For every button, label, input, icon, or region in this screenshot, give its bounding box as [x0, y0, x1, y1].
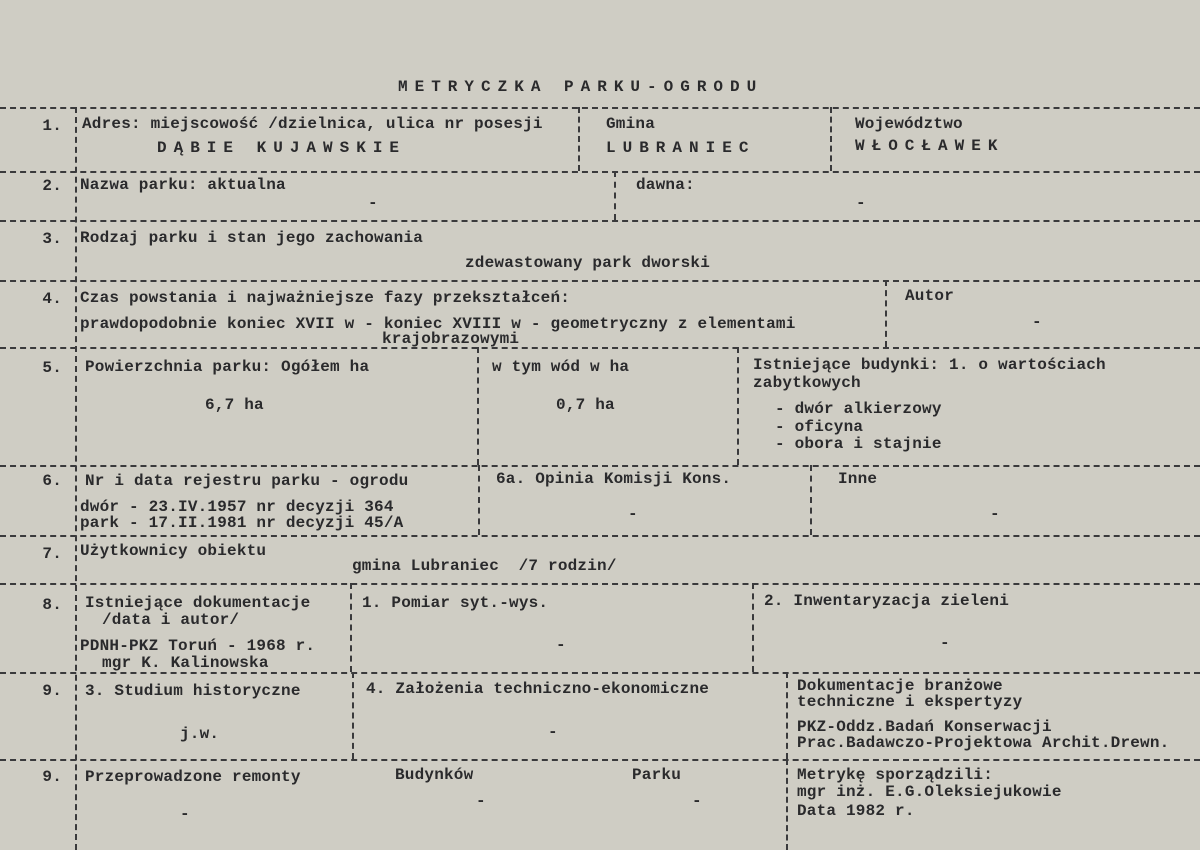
- buildings-renovations-label: Budynków: [395, 766, 474, 784]
- documentation-value-cont: mgr K. Kalinowska: [102, 654, 269, 672]
- tech-econ-label: 4. Założenia techniczno-ekonomiczne: [366, 680, 710, 698]
- renovations-label: Przeprowadzone remonty: [85, 768, 301, 786]
- row-divider: [0, 535, 1200, 537]
- buildings-renovations-value: -: [476, 792, 486, 810]
- park-name-value: -: [368, 194, 378, 212]
- other-label: Inne: [838, 470, 878, 488]
- author-value: -: [1032, 313, 1042, 331]
- row-number: 3.: [42, 230, 62, 248]
- buildings-label-cont: zabytkowych: [753, 374, 861, 392]
- former-name-label: dawna:: [636, 176, 695, 194]
- historical-study-label: 3. Studium historyczne: [85, 682, 301, 700]
- row-number: 2.: [42, 177, 62, 195]
- history-phases-value-cont: krajobrazowymi: [382, 330, 520, 348]
- voivodeship-value: WŁOCŁAWEK: [855, 137, 1005, 155]
- area-value: 6,7 ha: [205, 396, 264, 414]
- column-divider: [786, 759, 788, 850]
- gmina-label: Gmina: [606, 115, 656, 133]
- survey-value: -: [556, 636, 566, 654]
- sector-docs-label: Dokumentacje branżowe: [797, 677, 1003, 695]
- row-divider: [0, 672, 1200, 674]
- row-number: 4.: [42, 290, 62, 308]
- water-area-value: 0,7 ha: [556, 396, 615, 414]
- document-title: METRYCZKA PARKU-OGRODU: [398, 78, 764, 96]
- history-phases-label: Czas powstania i najważniejsze fazy przekształceń:: [80, 289, 571, 307]
- history-phases-value: prawdopodobnie koniec XVII w - koniec XVIII w - geometryczny z elementami: [80, 315, 796, 333]
- building-item: - obora i stajnie: [775, 435, 942, 453]
- documentation-value: PDNH-PKZ Toruń - 1968 r.: [80, 637, 316, 655]
- gmina-value: LUBRANIEC: [606, 139, 756, 157]
- former-name-value: -: [856, 194, 866, 212]
- row-divider: [0, 220, 1200, 222]
- row-number: 1.: [42, 117, 62, 135]
- documentation-label-cont: /data i autor/: [102, 611, 240, 629]
- voivodeship-label: Województwo: [855, 115, 963, 133]
- registry-label: Nr i data rejestru parku - ogrodu: [85, 472, 409, 490]
- sector-docs-label-cont: techniczne i ekspertyzy: [797, 693, 1023, 711]
- row-divider: [0, 583, 1200, 585]
- column-divider: [810, 465, 812, 535]
- row-number: 9.: [42, 682, 62, 700]
- address-value: DĄBIE KUJAWSKIE: [157, 139, 407, 157]
- users-value: gmina Lubraniec /7 rodzin/: [352, 557, 617, 575]
- sector-docs-value: PKZ-Oddz.Badań Konserwacji: [797, 718, 1052, 736]
- registry-park: park - 17.II.1981 nr decyzji 45/A: [80, 514, 404, 532]
- building-item: - dwór alkierzowy: [775, 400, 942, 418]
- park-type-label: Rodzaj parku i stan jego zachowania: [80, 229, 424, 247]
- row-number: 6.: [42, 472, 62, 490]
- column-divider: [737, 347, 739, 465]
- author-label: Autor: [905, 287, 955, 305]
- commission-opinion-value: -: [628, 505, 638, 523]
- column-divider: [885, 280, 887, 347]
- area-label: Powierzchnia parku: Ogółem ha: [85, 358, 370, 376]
- column-divider: [578, 107, 580, 171]
- documentation-label: Istniejące dokumentacje: [85, 594, 311, 612]
- survey-label: 1. Pomiar syt.-wys.: [362, 594, 549, 612]
- row-number: 8.: [42, 596, 62, 614]
- document-date: Data 1982 r.: [797, 802, 915, 820]
- column-divider: [752, 583, 754, 672]
- column-divider: [614, 171, 616, 220]
- buildings-label: Istniejące budynki: 1. o wartościach: [753, 356, 1106, 374]
- park-name-label: Nazwa parku: aktualna: [80, 176, 286, 194]
- sector-docs-value-cont: Prac.Badawczo-Projektowa Archit.Drewn.: [797, 734, 1170, 752]
- historical-study-value: j.w.: [180, 725, 220, 743]
- building-item: - oficyna: [775, 418, 864, 436]
- row-divider: [0, 465, 1200, 467]
- row-number: 7.: [42, 545, 62, 563]
- water-area-label: w tym wód w ha: [492, 358, 630, 376]
- column-divider: [477, 347, 479, 465]
- greenery-inventory-value: -: [940, 634, 950, 652]
- column-divider: [830, 107, 832, 171]
- column-divider: [350, 583, 352, 672]
- prepared-by-label: Metrykę sporządzili:: [797, 766, 994, 784]
- registry-manor: dwór - 23.IV.1957 nr decyzji 364: [80, 498, 394, 516]
- number-column-divider: [75, 107, 77, 850]
- prepared-by-value: mgr inż. E.G.Oleksiejukowie: [797, 783, 1062, 801]
- other-value: -: [990, 505, 1000, 523]
- users-label: Użytkownicy obiektu: [80, 542, 267, 560]
- row-number: 9.: [42, 768, 62, 786]
- row-divider: [0, 107, 1200, 109]
- address-label: Adres: miejscowość /dzielnica, ulica nr posesji: [82, 115, 543, 133]
- row-divider: [0, 171, 1200, 173]
- tech-econ-value: -: [548, 723, 558, 741]
- park-renovations-value: -: [692, 792, 702, 810]
- commission-opinion-label: 6a. Opinia Komisji Kons.: [496, 470, 732, 488]
- greenery-inventory-label: 2. Inwentaryzacja zieleni: [764, 592, 1010, 610]
- row-divider: [0, 280, 1200, 282]
- row-divider: [0, 759, 1200, 761]
- park-renovations-label: Parku: [632, 766, 682, 784]
- row-divider: [0, 347, 1200, 349]
- renovations-value: -: [180, 805, 190, 823]
- column-divider: [786, 672, 788, 759]
- column-divider: [478, 465, 480, 535]
- column-divider: [352, 672, 354, 759]
- row-number: 5.: [42, 359, 62, 377]
- park-type-value: zdewastowany park dworski: [465, 254, 711, 272]
